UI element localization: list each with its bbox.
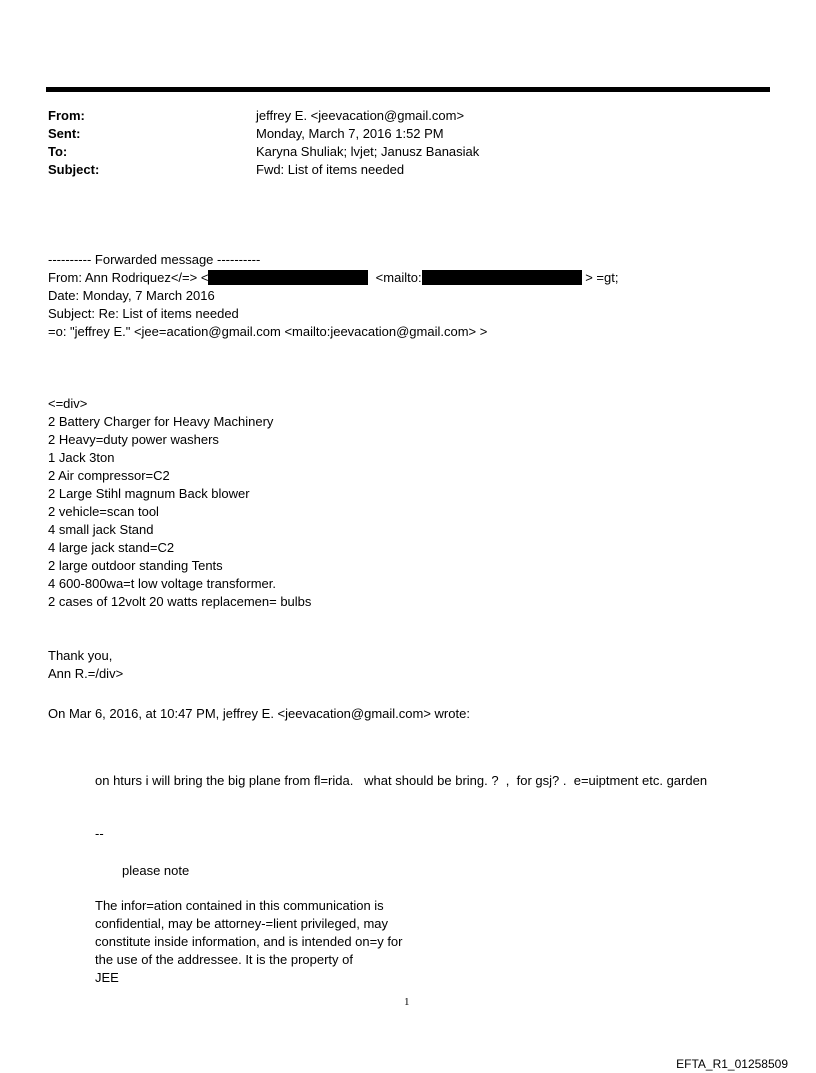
sent-label: Sent:	[48, 126, 81, 141]
thanks-line: Thank you,	[48, 648, 113, 663]
list-item: 4 small jack Stand	[48, 522, 154, 537]
quoted-message: on hturs i will bring the big plane from fl=rida. what should be bring. ? , for gsj? . e=uiptment etc. garden	[95, 773, 708, 788]
disclaimer-line: The infor=ation contained in this communication is	[95, 898, 384, 913]
list-item: 2 Large Stihl magnum Back blower	[48, 486, 250, 501]
signoff-line: Ann R.=/div>	[48, 666, 124, 681]
list-item: 2 Air compressor=C2	[48, 468, 170, 483]
sent-value: Monday, March 7, 2016 1:52 PM	[256, 126, 444, 141]
list-item: 2 Battery Charger for Heavy Machinery	[48, 414, 274, 429]
list-item: 1 Jack 3ton	[48, 450, 115, 465]
disclaimer-line: JEE	[95, 970, 119, 985]
forwarded-subject: Subject: Re: List of items needed	[48, 306, 239, 321]
header-rule	[46, 87, 770, 92]
please-note: please note	[122, 863, 190, 878]
redaction-block	[208, 270, 368, 285]
disclaimer-line: confidential, may be attorney-=lient privileged, may	[95, 916, 389, 931]
quote-intro: On Mar 6, 2016, at 10:47 PM, jeffrey E. <jeevacation@gmail.com> wrote:	[48, 706, 470, 721]
list-item: 2 vehicle=scan tool	[48, 504, 159, 519]
signature-dashes: --	[95, 826, 104, 841]
forwarded-from-suffix: > =gt;	[585, 270, 619, 285]
list-item: 2 Heavy=duty power washers	[48, 432, 219, 447]
from-label: From:	[48, 108, 85, 123]
div-open-tag: <=div>	[48, 396, 88, 411]
from-value: jeffrey E. <jeevacation@gmail.com>	[256, 108, 465, 123]
forwarded-date: Date: Monday, 7 March 2016	[48, 288, 215, 303]
forwarded-from-line	[48, 269, 618, 287]
forwarded-to: =o: "jeffrey E." <jee=acation@gmail.com <mailto:jeevacation@gmail.com> >	[48, 324, 488, 339]
list-item: 4 large jack stand=C2	[48, 540, 175, 555]
subject-label: Subject:	[48, 162, 100, 177]
to-value: Karyna Shuliak; lvjet; Janusz Banasiak	[256, 144, 480, 159]
forwarded-from-mailto: <mailto:	[375, 270, 422, 285]
redaction-block	[422, 270, 582, 285]
forwarded-divider: ---------- Forwarded message ----------	[48, 252, 261, 267]
page-number: 1	[404, 996, 410, 1008]
list-item: 2 large outdoor standing Tents	[48, 558, 223, 573]
list-item: 2 cases of 12volt 20 watts replacemen= bulbs	[48, 594, 312, 609]
forwarded-from-prefix: From: Ann Rodriquez</=> <	[48, 270, 209, 285]
document-id: EFTA_R1_01258509	[676, 1057, 788, 1071]
subject-value: Fwd: List of items needed	[256, 162, 405, 177]
disclaimer-line: constitute inside information, and is intended on=y for	[95, 934, 403, 949]
disclaimer-line: the use of the addressee. It is the property of	[95, 952, 353, 967]
list-item: 4 600-800wa=t low voltage transformer.	[48, 576, 276, 591]
to-label: To:	[48, 144, 68, 159]
